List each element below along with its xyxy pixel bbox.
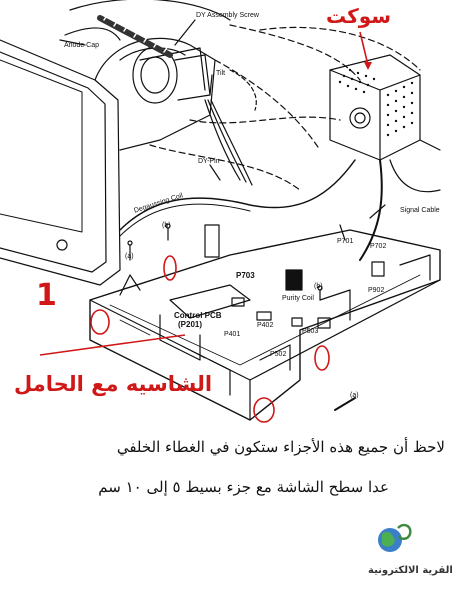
note-line-1: لاحظ أن جميع هذه الأجزاء ستكون في الغطاء الخلفي xyxy=(116,438,445,456)
label-degaussing-coil: Degaussing Coil xyxy=(133,192,184,215)
label-p701: P701 xyxy=(337,238,354,245)
label-p503: P503 xyxy=(302,328,319,335)
logo-text: القرية الالكترونية xyxy=(368,565,453,576)
annotation-chassis: الشاسيه مع الحامل xyxy=(14,372,213,396)
label-p703: P703 xyxy=(236,271,255,280)
label-control-pcb-sub: (P201) xyxy=(178,320,203,329)
label-dy-assembly-screw: DY Assembly Screw xyxy=(196,12,259,19)
label-control-pcb: Control PCB xyxy=(174,311,222,320)
label-p502: P502 xyxy=(270,351,287,358)
label-a1: (a) xyxy=(125,253,134,260)
label-p702: P702 xyxy=(370,243,387,250)
label-a2: (a) xyxy=(350,392,359,399)
annotation-number: 1 xyxy=(36,278,57,313)
note-line-2: عدا سطح الشاشة مع جزء بسيط ٥ إلى ١٠ سم xyxy=(98,478,389,496)
label-p902: P902 xyxy=(368,287,385,294)
label-tilt: Tilt xyxy=(216,70,226,77)
label-anode-cap: Anode Cap xyxy=(64,42,100,49)
label-p402: P402 xyxy=(257,322,274,329)
label-dy-pin: DY-Pin xyxy=(198,158,220,165)
label-signal-cable: Signal Cable xyxy=(400,207,440,214)
label-b1: (b) xyxy=(162,222,171,229)
label-p401: P401 xyxy=(224,331,241,338)
label-b2: (b) xyxy=(314,283,323,290)
label-purity-coil: Purity Coil xyxy=(282,295,314,302)
annotation-socket: سوكت xyxy=(326,4,392,28)
